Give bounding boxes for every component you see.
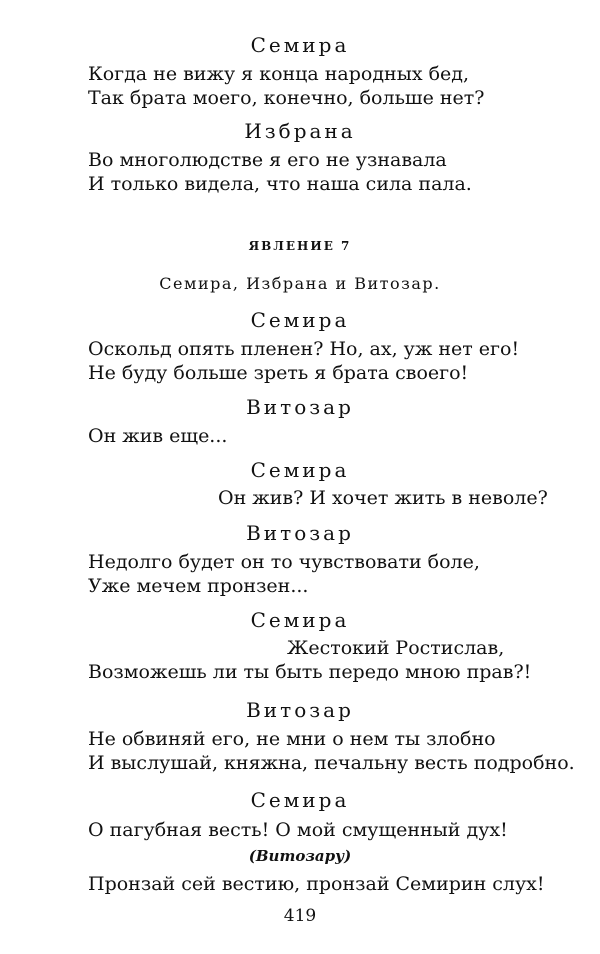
verse-line: Во многолюдстве я его не узнавала <box>88 149 447 171</box>
verse-line: О пагубная весть! О мой смущенный дух! <box>88 819 508 841</box>
speaker-name: Витозар <box>246 395 354 419</box>
verse-line: Когда не вижу я конца народных бед, <box>88 63 470 85</box>
speaker-name: Семира <box>250 608 350 632</box>
speaker-name: Семира <box>250 33 350 57</box>
speaker-name: Семира <box>250 308 350 332</box>
verse-line: И только видела, что наша сила пала. <box>88 173 472 195</box>
verse-line: Так брата моего, конечно, больше нет? <box>88 87 485 109</box>
speaker-name: Семира <box>250 458 350 482</box>
verse-line-continuation: Он жив? И хочет жить в неволе? <box>218 487 548 509</box>
verse-line: И выслушай, княжна, печальну весть подробно. <box>88 752 575 774</box>
scene-title: ЯВЛЕНИЕ 7 <box>248 239 352 253</box>
verse-line: Не обвиняй его, не мни о нем ты злобно <box>88 728 496 750</box>
stage-direction: (Витозару) <box>248 847 352 865</box>
verse-line: Пронзай сей вестию, пронзай Семирин слух! <box>88 873 545 895</box>
speaker-name: Витозар <box>246 698 354 722</box>
verse-line: Возможешь ли ты быть передо мною прав?! <box>88 661 532 683</box>
speaker-name: Витозар <box>246 521 354 545</box>
speaker-name: Избрана <box>244 119 356 143</box>
page-number: 419 <box>283 906 317 926</box>
speaker-name: Семира <box>250 788 350 812</box>
verse-line: Не буду больше зреть я брата своего! <box>88 362 469 384</box>
verse-line: Недолго будет он то чувствовати боле, <box>88 551 480 573</box>
verse-line-continuation: Жестокий Ростислав, <box>287 637 505 659</box>
scene-cast: Семира, Избрана и Витозар. <box>159 274 441 293</box>
verse-line: Оскольд опять пленен? Но, ах, уж нет его! <box>88 338 520 360</box>
verse-line: Уже мечем пронзен... <box>88 575 309 597</box>
verse-line: Он жив еще... <box>88 425 228 447</box>
